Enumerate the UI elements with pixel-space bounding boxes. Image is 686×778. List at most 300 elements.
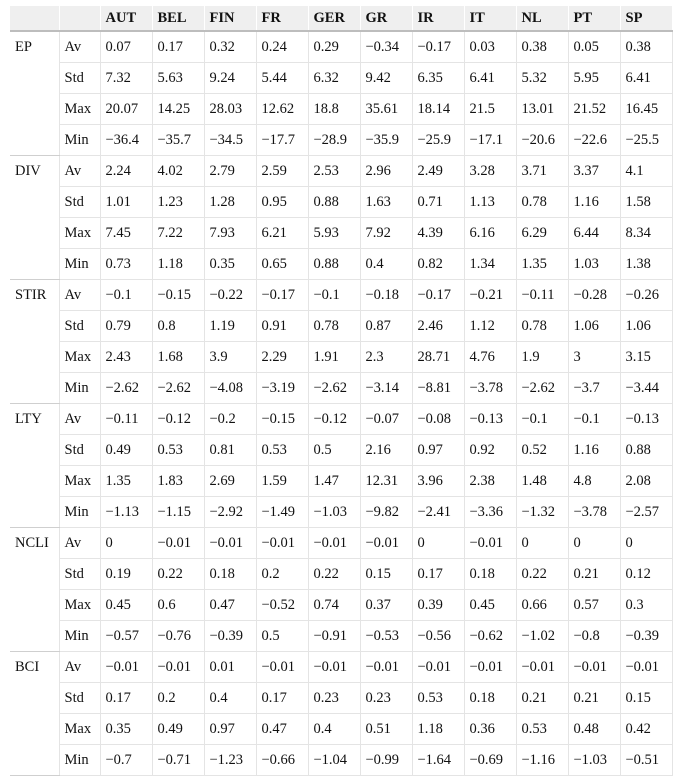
statistic-label: Av xyxy=(59,528,100,559)
value-cell: −0.01 xyxy=(360,652,412,683)
value-cell: −0.1 xyxy=(308,280,360,311)
value-cell: 0.17 xyxy=(152,31,204,63)
value-cell: −3.14 xyxy=(360,373,412,404)
value-cell: 1.23 xyxy=(152,187,204,218)
value-cell: 1.35 xyxy=(100,466,152,497)
value-cell: 1.34 xyxy=(464,249,516,280)
value-cell: 0.21 xyxy=(516,683,568,714)
value-cell: −0.01 xyxy=(308,652,360,683)
value-cell: 2.53 xyxy=(308,156,360,187)
statistic-label: Max xyxy=(59,590,100,621)
statistic-label: Av xyxy=(59,404,100,435)
value-cell: 0.57 xyxy=(568,590,620,621)
table-row xyxy=(10,404,672,435)
statistic-label: Min xyxy=(59,745,100,776)
value-cell: −3.78 xyxy=(568,497,620,528)
value-cell: 6.16 xyxy=(464,218,516,249)
value-cell: 0.2 xyxy=(152,683,204,714)
value-cell: 1.18 xyxy=(152,249,204,280)
value-cell: 0.36 xyxy=(464,714,516,745)
value-cell: 7.92 xyxy=(360,218,412,249)
value-cell: −0.12 xyxy=(152,404,204,435)
value-cell: 0.47 xyxy=(204,590,256,621)
column-header xyxy=(59,6,100,31)
statistic-label: Min xyxy=(59,621,100,652)
value-cell: −3.44 xyxy=(620,373,672,404)
value-cell: 2.49 xyxy=(412,156,464,187)
value-cell: −0.13 xyxy=(620,404,672,435)
value-cell: 6.21 xyxy=(256,218,308,249)
value-cell: 1.59 xyxy=(256,466,308,497)
value-cell: 0 xyxy=(568,528,620,559)
value-cell: −0.17 xyxy=(256,280,308,311)
value-cell: −1.32 xyxy=(516,497,568,528)
value-cell: 5.95 xyxy=(568,63,620,94)
value-cell: 0.97 xyxy=(204,714,256,745)
value-cell: −0.26 xyxy=(620,280,672,311)
table-row xyxy=(10,373,672,404)
value-cell: 9.42 xyxy=(360,63,412,94)
value-cell: −0.2 xyxy=(204,404,256,435)
value-cell: 0.78 xyxy=(516,311,568,342)
statistics-table xyxy=(10,6,673,776)
column-header xyxy=(10,6,59,31)
variable-name: EP xyxy=(10,31,59,156)
value-cell: 2.08 xyxy=(620,466,672,497)
value-cell: 0.39 xyxy=(412,590,464,621)
table-row xyxy=(10,125,672,156)
value-cell: 3 xyxy=(568,342,620,373)
table-row xyxy=(10,249,672,280)
value-cell: −2.62 xyxy=(152,373,204,404)
value-cell: 0.23 xyxy=(308,683,360,714)
table-header xyxy=(10,6,672,31)
value-cell: −0.21 xyxy=(464,280,516,311)
value-cell: 6.41 xyxy=(620,63,672,94)
value-cell: −0.39 xyxy=(620,621,672,652)
value-cell: 0.22 xyxy=(516,559,568,590)
value-cell: −0.62 xyxy=(464,621,516,652)
value-cell: −0.34 xyxy=(360,31,412,63)
value-cell: 0.4 xyxy=(204,683,256,714)
value-cell: −0.39 xyxy=(204,621,256,652)
value-cell: 0.15 xyxy=(360,559,412,590)
value-cell: 0.78 xyxy=(308,311,360,342)
value-cell: 0.73 xyxy=(100,249,152,280)
value-cell: 0.17 xyxy=(256,683,308,714)
value-cell: 2.46 xyxy=(412,311,464,342)
value-cell: 1.47 xyxy=(308,466,360,497)
value-cell: 0.91 xyxy=(256,311,308,342)
value-cell: −0.28 xyxy=(568,280,620,311)
value-cell: 2.24 xyxy=(100,156,152,187)
value-cell: 0.4 xyxy=(360,249,412,280)
value-cell: 0.38 xyxy=(516,31,568,63)
value-cell: −0.99 xyxy=(360,745,412,776)
value-cell: 0.6 xyxy=(152,590,204,621)
value-cell: 0.48 xyxy=(568,714,620,745)
value-cell: 0.88 xyxy=(308,249,360,280)
value-cell: −4.08 xyxy=(204,373,256,404)
table-row xyxy=(10,590,672,621)
value-cell: 1.03 xyxy=(568,249,620,280)
value-cell: 20.07 xyxy=(100,94,152,125)
table-row xyxy=(10,714,672,745)
value-cell: −0.01 xyxy=(152,652,204,683)
column-header: FIN xyxy=(204,6,256,31)
value-cell: −0.1 xyxy=(516,404,568,435)
value-cell: −0.01 xyxy=(464,652,516,683)
value-cell: 0 xyxy=(620,528,672,559)
table-row xyxy=(10,683,672,714)
table-body xyxy=(10,31,672,776)
statistic-label: Av xyxy=(59,652,100,683)
value-cell: 0.71 xyxy=(412,187,464,218)
value-cell: 0.19 xyxy=(100,559,152,590)
value-cell: 0.35 xyxy=(100,714,152,745)
table-row xyxy=(10,63,672,94)
value-cell: −1.03 xyxy=(308,497,360,528)
value-cell: 0.53 xyxy=(412,683,464,714)
value-cell: 0.18 xyxy=(464,683,516,714)
value-cell: 0.2 xyxy=(256,559,308,590)
value-cell: 0.82 xyxy=(412,249,464,280)
statistic-label: Min xyxy=(59,125,100,156)
value-cell: −0.01 xyxy=(412,652,464,683)
value-cell: −0.01 xyxy=(516,652,568,683)
value-cell: 7.93 xyxy=(204,218,256,249)
value-cell: 0.49 xyxy=(152,714,204,745)
value-cell: 0.05 xyxy=(568,31,620,63)
table-row xyxy=(10,280,672,311)
value-cell: −1.13 xyxy=(100,497,152,528)
table-row xyxy=(10,652,672,683)
value-cell: 0.18 xyxy=(464,559,516,590)
value-cell: 0.21 xyxy=(568,559,620,590)
value-cell: −2.62 xyxy=(516,373,568,404)
value-cell: 8.34 xyxy=(620,218,672,249)
value-cell: −0.15 xyxy=(152,280,204,311)
value-cell: −0.01 xyxy=(464,528,516,559)
value-cell: 2.69 xyxy=(204,466,256,497)
value-cell: 4.8 xyxy=(568,466,620,497)
statistic-label: Max xyxy=(59,466,100,497)
table-row xyxy=(10,94,672,125)
value-cell: 0.22 xyxy=(308,559,360,590)
value-cell: 0.88 xyxy=(308,187,360,218)
value-cell: 35.61 xyxy=(360,94,412,125)
value-cell: −35.9 xyxy=(360,125,412,156)
value-cell: 2.59 xyxy=(256,156,308,187)
statistic-label: Av xyxy=(59,280,100,311)
value-cell: 0.18 xyxy=(204,559,256,590)
statistic-label: Std xyxy=(59,63,100,94)
value-cell: 0.17 xyxy=(100,683,152,714)
value-cell: 14.25 xyxy=(152,94,204,125)
value-cell: 28.03 xyxy=(204,94,256,125)
value-cell: 0.12 xyxy=(620,559,672,590)
value-cell: 1.48 xyxy=(516,466,568,497)
value-cell: −0.52 xyxy=(256,590,308,621)
value-cell: 4.02 xyxy=(152,156,204,187)
value-cell: 0.42 xyxy=(620,714,672,745)
value-cell: −0.01 xyxy=(360,528,412,559)
value-cell: 0.47 xyxy=(256,714,308,745)
value-cell: 12.31 xyxy=(360,466,412,497)
value-cell: 0.8 xyxy=(152,311,204,342)
value-cell: 6.41 xyxy=(464,63,516,94)
value-cell: −0.12 xyxy=(308,404,360,435)
value-cell: −0.01 xyxy=(152,528,204,559)
value-cell: 12.62 xyxy=(256,94,308,125)
value-cell: 0.53 xyxy=(256,435,308,466)
table-row xyxy=(10,621,672,652)
value-cell: 1.06 xyxy=(620,311,672,342)
value-cell: −22.6 xyxy=(568,125,620,156)
value-cell: −34.5 xyxy=(204,125,256,156)
value-cell: 2.79 xyxy=(204,156,256,187)
value-cell: −0.51 xyxy=(620,745,672,776)
value-cell: 1.06 xyxy=(568,311,620,342)
value-cell: −0.01 xyxy=(308,528,360,559)
value-cell: 0.01 xyxy=(204,652,256,683)
value-cell: 0.92 xyxy=(464,435,516,466)
value-cell: 0 xyxy=(516,528,568,559)
value-cell: 3.37 xyxy=(568,156,620,187)
value-cell: 4.39 xyxy=(412,218,464,249)
statistic-label: Max xyxy=(59,714,100,745)
value-cell: 28.71 xyxy=(412,342,464,373)
value-cell: 0 xyxy=(412,528,464,559)
value-cell: 18.8 xyxy=(308,94,360,125)
value-cell: 0.4 xyxy=(308,714,360,745)
value-cell: −0.1 xyxy=(568,404,620,435)
value-cell: −0.01 xyxy=(256,528,308,559)
value-cell: −3.19 xyxy=(256,373,308,404)
value-cell: −0.15 xyxy=(256,404,308,435)
value-cell: 1.16 xyxy=(568,435,620,466)
value-cell: −0.57 xyxy=(100,621,152,652)
column-header: BEL xyxy=(152,6,204,31)
value-cell: 1.68 xyxy=(152,342,204,373)
variable-name: STIR xyxy=(10,280,59,404)
column-header: GER xyxy=(308,6,360,31)
value-cell: 0.53 xyxy=(152,435,204,466)
value-cell: −0.91 xyxy=(308,621,360,652)
value-cell: 0.95 xyxy=(256,187,308,218)
value-cell: 1.91 xyxy=(308,342,360,373)
value-cell: 0.23 xyxy=(360,683,412,714)
value-cell: −0.8 xyxy=(568,621,620,652)
column-header: AUT xyxy=(100,6,152,31)
statistic-label: Min xyxy=(59,497,100,528)
statistic-label: Std xyxy=(59,435,100,466)
value-cell: −0.13 xyxy=(464,404,516,435)
value-cell: 2.29 xyxy=(256,342,308,373)
value-cell: 7.22 xyxy=(152,218,204,249)
table-row xyxy=(10,156,672,187)
table-row xyxy=(10,311,672,342)
value-cell: 1.35 xyxy=(516,249,568,280)
value-cell: 0.32 xyxy=(204,31,256,63)
value-cell: −25.9 xyxy=(412,125,464,156)
value-cell: 0.97 xyxy=(412,435,464,466)
value-cell: 3.9 xyxy=(204,342,256,373)
value-cell: 0.3 xyxy=(620,590,672,621)
column-header: IR xyxy=(412,6,464,31)
value-cell: 0.35 xyxy=(204,249,256,280)
value-cell: 0.53 xyxy=(516,714,568,745)
value-cell: −0.76 xyxy=(152,621,204,652)
value-cell: −0.11 xyxy=(100,404,152,435)
value-cell: 1.13 xyxy=(464,187,516,218)
value-cell: −1.16 xyxy=(516,745,568,776)
table-row xyxy=(10,528,672,559)
value-cell: −1.02 xyxy=(516,621,568,652)
header-row xyxy=(10,6,672,31)
value-cell: 18.14 xyxy=(412,94,464,125)
statistic-label: Min xyxy=(59,249,100,280)
value-cell: 0.66 xyxy=(516,590,568,621)
variable-name: DIV xyxy=(10,156,59,280)
value-cell: 13.01 xyxy=(516,94,568,125)
table-row xyxy=(10,497,672,528)
value-cell: −0.07 xyxy=(360,404,412,435)
value-cell: −0.1 xyxy=(100,280,152,311)
value-cell: −0.01 xyxy=(204,528,256,559)
value-cell: 6.29 xyxy=(516,218,568,249)
value-cell: −3.36 xyxy=(464,497,516,528)
value-cell: 5.32 xyxy=(516,63,568,94)
column-header: FR xyxy=(256,6,308,31)
value-cell: −1.64 xyxy=(412,745,464,776)
value-cell: 0.5 xyxy=(256,621,308,652)
value-cell: 1.63 xyxy=(360,187,412,218)
value-cell: −20.6 xyxy=(516,125,568,156)
value-cell: 16.45 xyxy=(620,94,672,125)
value-cell: −2.41 xyxy=(412,497,464,528)
value-cell: 21.5 xyxy=(464,94,516,125)
value-cell: −0.7 xyxy=(100,745,152,776)
value-cell: 7.32 xyxy=(100,63,152,94)
value-cell: 0.65 xyxy=(256,249,308,280)
value-cell: 1.9 xyxy=(516,342,568,373)
value-cell: 6.32 xyxy=(308,63,360,94)
value-cell: 1.16 xyxy=(568,187,620,218)
value-cell: 6.44 xyxy=(568,218,620,249)
value-cell: 21.52 xyxy=(568,94,620,125)
table-row xyxy=(10,435,672,466)
value-cell: 2.43 xyxy=(100,342,152,373)
value-cell: 1.28 xyxy=(204,187,256,218)
value-cell: −0.01 xyxy=(100,652,152,683)
variable-name: LTY xyxy=(10,404,59,528)
statistic-label: Std xyxy=(59,559,100,590)
table-row xyxy=(10,31,672,63)
statistic-label: Min xyxy=(59,373,100,404)
value-cell: 0.38 xyxy=(620,31,672,63)
variable-name: BCI xyxy=(10,652,59,776)
value-cell: −0.11 xyxy=(516,280,568,311)
table-row xyxy=(10,218,672,249)
value-cell: −0.69 xyxy=(464,745,516,776)
value-cell: 0.87 xyxy=(360,311,412,342)
value-cell: −35.7 xyxy=(152,125,204,156)
statistic-label: Max xyxy=(59,94,100,125)
value-cell: 2.16 xyxy=(360,435,412,466)
value-cell: −36.4 xyxy=(100,125,152,156)
column-header: NL xyxy=(516,6,568,31)
value-cell: 0 xyxy=(100,528,152,559)
value-cell: −0.18 xyxy=(360,280,412,311)
value-cell: −2.62 xyxy=(308,373,360,404)
statistic-label: Max xyxy=(59,218,100,249)
value-cell: −0.53 xyxy=(360,621,412,652)
value-cell: −1.23 xyxy=(204,745,256,776)
value-cell: 3.28 xyxy=(464,156,516,187)
value-cell: 7.45 xyxy=(100,218,152,249)
value-cell: 1.01 xyxy=(100,187,152,218)
value-cell: 0.37 xyxy=(360,590,412,621)
value-cell: 0.24 xyxy=(256,31,308,63)
value-cell: 1.18 xyxy=(412,714,464,745)
value-cell: 5.63 xyxy=(152,63,204,94)
value-cell: 3.96 xyxy=(412,466,464,497)
value-cell: −1.03 xyxy=(568,745,620,776)
value-cell: 3.15 xyxy=(620,342,672,373)
value-cell: −17.7 xyxy=(256,125,308,156)
value-cell: 1.12 xyxy=(464,311,516,342)
table-row xyxy=(10,187,672,218)
value-cell: −0.01 xyxy=(620,652,672,683)
table-row xyxy=(10,745,672,776)
statistic-label: Std xyxy=(59,311,100,342)
value-cell: 0.88 xyxy=(620,435,672,466)
value-cell: −28.9 xyxy=(308,125,360,156)
variable-name: NCLI xyxy=(10,528,59,652)
value-cell: −0.08 xyxy=(412,404,464,435)
value-cell: 1.19 xyxy=(204,311,256,342)
value-cell: 0.49 xyxy=(100,435,152,466)
value-cell: 4.1 xyxy=(620,156,672,187)
statistic-label: Std xyxy=(59,683,100,714)
value-cell: 0.52 xyxy=(516,435,568,466)
value-cell: 5.44 xyxy=(256,63,308,94)
value-cell: 0.15 xyxy=(620,683,672,714)
value-cell: −0.56 xyxy=(412,621,464,652)
value-cell: 0.17 xyxy=(412,559,464,590)
column-header: GR xyxy=(360,6,412,31)
value-cell: 2.3 xyxy=(360,342,412,373)
value-cell: 0.21 xyxy=(568,683,620,714)
value-cell: −2.57 xyxy=(620,497,672,528)
table-row xyxy=(10,342,672,373)
value-cell: −25.5 xyxy=(620,125,672,156)
column-header: PT xyxy=(568,6,620,31)
statistic-label: Av xyxy=(59,156,100,187)
value-cell: −0.22 xyxy=(204,280,256,311)
value-cell: 4.76 xyxy=(464,342,516,373)
value-cell: −0.01 xyxy=(568,652,620,683)
table-row xyxy=(10,559,672,590)
value-cell: 0.81 xyxy=(204,435,256,466)
value-cell: −0.17 xyxy=(412,280,464,311)
value-cell: 1.38 xyxy=(620,249,672,280)
value-cell: 0.22 xyxy=(152,559,204,590)
value-cell: 0.51 xyxy=(360,714,412,745)
value-cell: 0.79 xyxy=(100,311,152,342)
value-cell: 0.03 xyxy=(464,31,516,63)
